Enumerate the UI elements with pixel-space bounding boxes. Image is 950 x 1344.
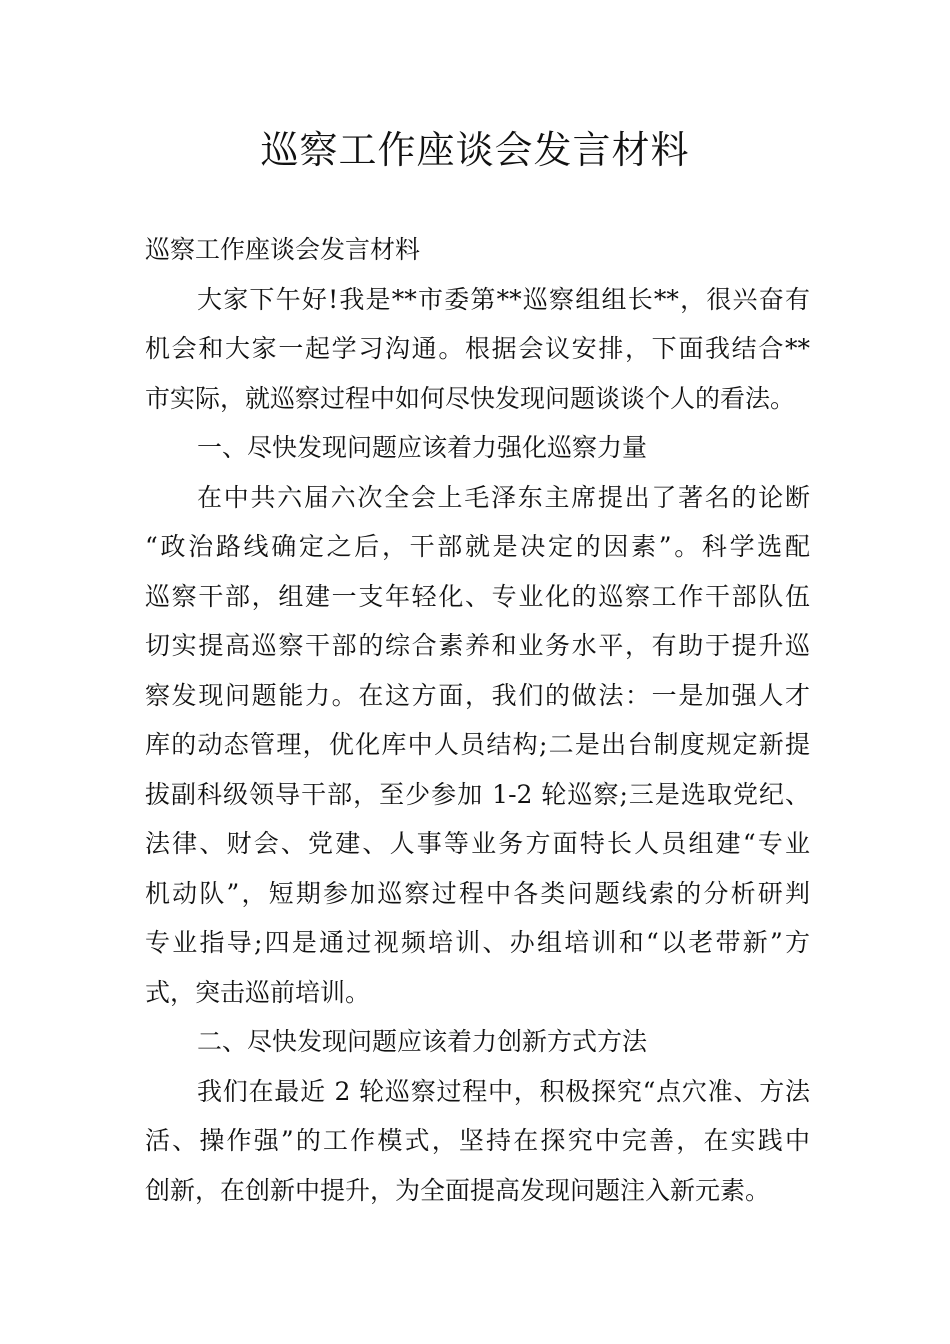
paragraph-line: 专业指导;四是通过视频培训、办组培训和“以老带新”方 (145, 928, 810, 957)
document-title: 巡察工作座谈会发言材料 (260, 128, 690, 172)
paragraph-line: 切实提高巡察干部的综合素养和业务水平，有助于提升巡 (145, 631, 810, 660)
paragraph-line: 在中共六届六次全会上毛泽东主席提出了著名的论断 (197, 482, 810, 512)
paragraph-line: 我们在最近 2 轮巡察过程中，积极探究“点穴准、方法 (197, 1076, 810, 1106)
document-body (145, 225, 810, 1215)
paragraph-line: 大家下午好!我是**市委第**巡察组组长**，很兴奋有 (197, 284, 810, 314)
paragraph-line: “政治路线确定之后，干部就是决定的因素”。科学选配 (145, 532, 810, 561)
paragraph-line: 巡察干部，组建一支年轻化、专业化的巡察工作干部队伍 (145, 581, 810, 611)
paragraph-line: 创新，在创新中提升，为全面提高发现问题注入新元素。 (145, 1175, 771, 1205)
subtitle-line: 巡察工作座谈会发言材料 (145, 235, 421, 264)
paragraph-line: 拔副科级领导干部，至少参加 1-2 轮巡察;三是选取党纪、 (145, 779, 810, 809)
paragraph-line: 机动队”，短期参加巡察过程中各类问题线索的分析研判 (145, 878, 810, 908)
paragraph-line: 察发现问题能力。在这方面，我们的做法：一是加强人才 (145, 680, 810, 710)
paragraph-line: 式，突击巡前培训。 (145, 977, 371, 1007)
section-heading: 二、尽快发现问题应该着力创新方式方法 (197, 1027, 648, 1056)
paragraph-line: 库的动态管理，优化库中人员结构;二是出台制度规定新提 (145, 730, 810, 759)
paragraph-line: 活、操作强”的工作模式，坚持在探究中完善，在实践中 (145, 1126, 810, 1155)
paragraph-line: 市实际，就巡察过程中如何尽快发现问题谈谈个人的看法。 (145, 383, 796, 413)
section-heading: 一、尽快发现问题应该着力强化巡察力量 (197, 433, 648, 462)
paragraph-line: 法律、财会、党建、人事等业务方面特长人员组建“专业 (145, 829, 810, 858)
paragraph-line: 机会和大家一起学习沟通。根据会议安排，下面我结合** (145, 334, 810, 363)
